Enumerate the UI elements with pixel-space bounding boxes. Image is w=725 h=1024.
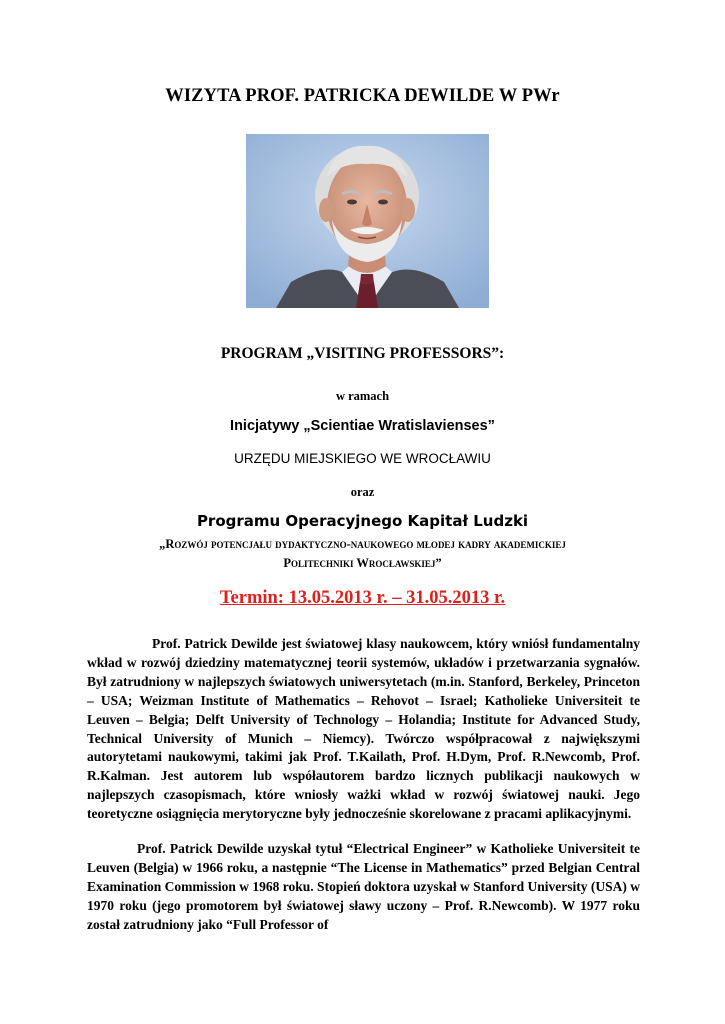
project-name [0,535,725,573]
project-name-line-1: „Rozwój potencjału dydaktyczno-naukowego młodej kadry akademickiej [159,537,566,551]
oraz-label: oraz [350,485,375,499]
bio-paragraph-2: Prof. Patrick Dewilde uzyskał tytuł “Electrical Engineer” w Katholieke Universiteit te Leuven (Belgia) w 1966 roku, a następnie “The License in Mathematics” przed Belgian Central Examination Commission w 1968 roku. Stopień doktora uzyskał w Stanford University (USA) w 1970 roku (jego promotorem był światowej sławy uczony – Prof. R.Newcomb). W 1977 roku został zatrudniony jako “Full Professor of [87,841,640,932]
page-title: WIZYTA PROF. PATRICKA DEWILDE W PWr [165,86,560,106]
visit-dates: Termin: 13.05.2013 r. – 31.05.2013 r. [219,588,506,608]
city-office-label: URZĘDU MIEJSKIEGO WE WROCŁAWIU [234,451,491,466]
portrait-illustration [246,134,489,308]
program-heading: PROGRAM „VISITING PROFESSORS”: [220,345,505,362]
professor-portrait-photo [246,134,489,308]
initiative-heading: Inicjatywy „Scientiae Wratislavienses” [230,418,495,434]
w-ramach-label: w ramach [335,389,390,403]
operational-program-heading: Programu Operacyjnego Kapitał Ludzki [196,512,529,530]
project-name-line-2: Politechniki Wrocławskiej” [283,556,442,570]
bio-paragraph-1: Prof. Patrick Dewilde jest światowej klasy naukowcem, który wniósł fundamentalny wkład w rozwój dziedziny matematycznej teorii systemów, układów i przetwarzania sygnałów. Był zatrudniony w najlepszych światowych uniwersytetach (m.in. Stanford, Berkeley, Princeton – USA; Weizman Institute of Mathematics – Rehovot – Israel; Katholieke Universiteit te Leuven – Belgia; Delft University of Technology – Holandia; Institute for Advanced Study, Technical University of Munich – Niemcy). Twórczo współpracował z największymi autorytetami naukowymi, takimi jak Prof. T.Kailath, Prof. H.Dym, Prof. R.Newcomb, Prof. R.Kalman. Jest autorem lub współautorem bardzo licznych publikacji naukowych w najlepszych czasopismach, które wniosły ważki wkład w rozwój światowej nauki. Jego teoretyczne osiągnięcia merytoryczne były jednocześnie skorelowane z pracami aplikacyjnymi. [87,636,640,822]
